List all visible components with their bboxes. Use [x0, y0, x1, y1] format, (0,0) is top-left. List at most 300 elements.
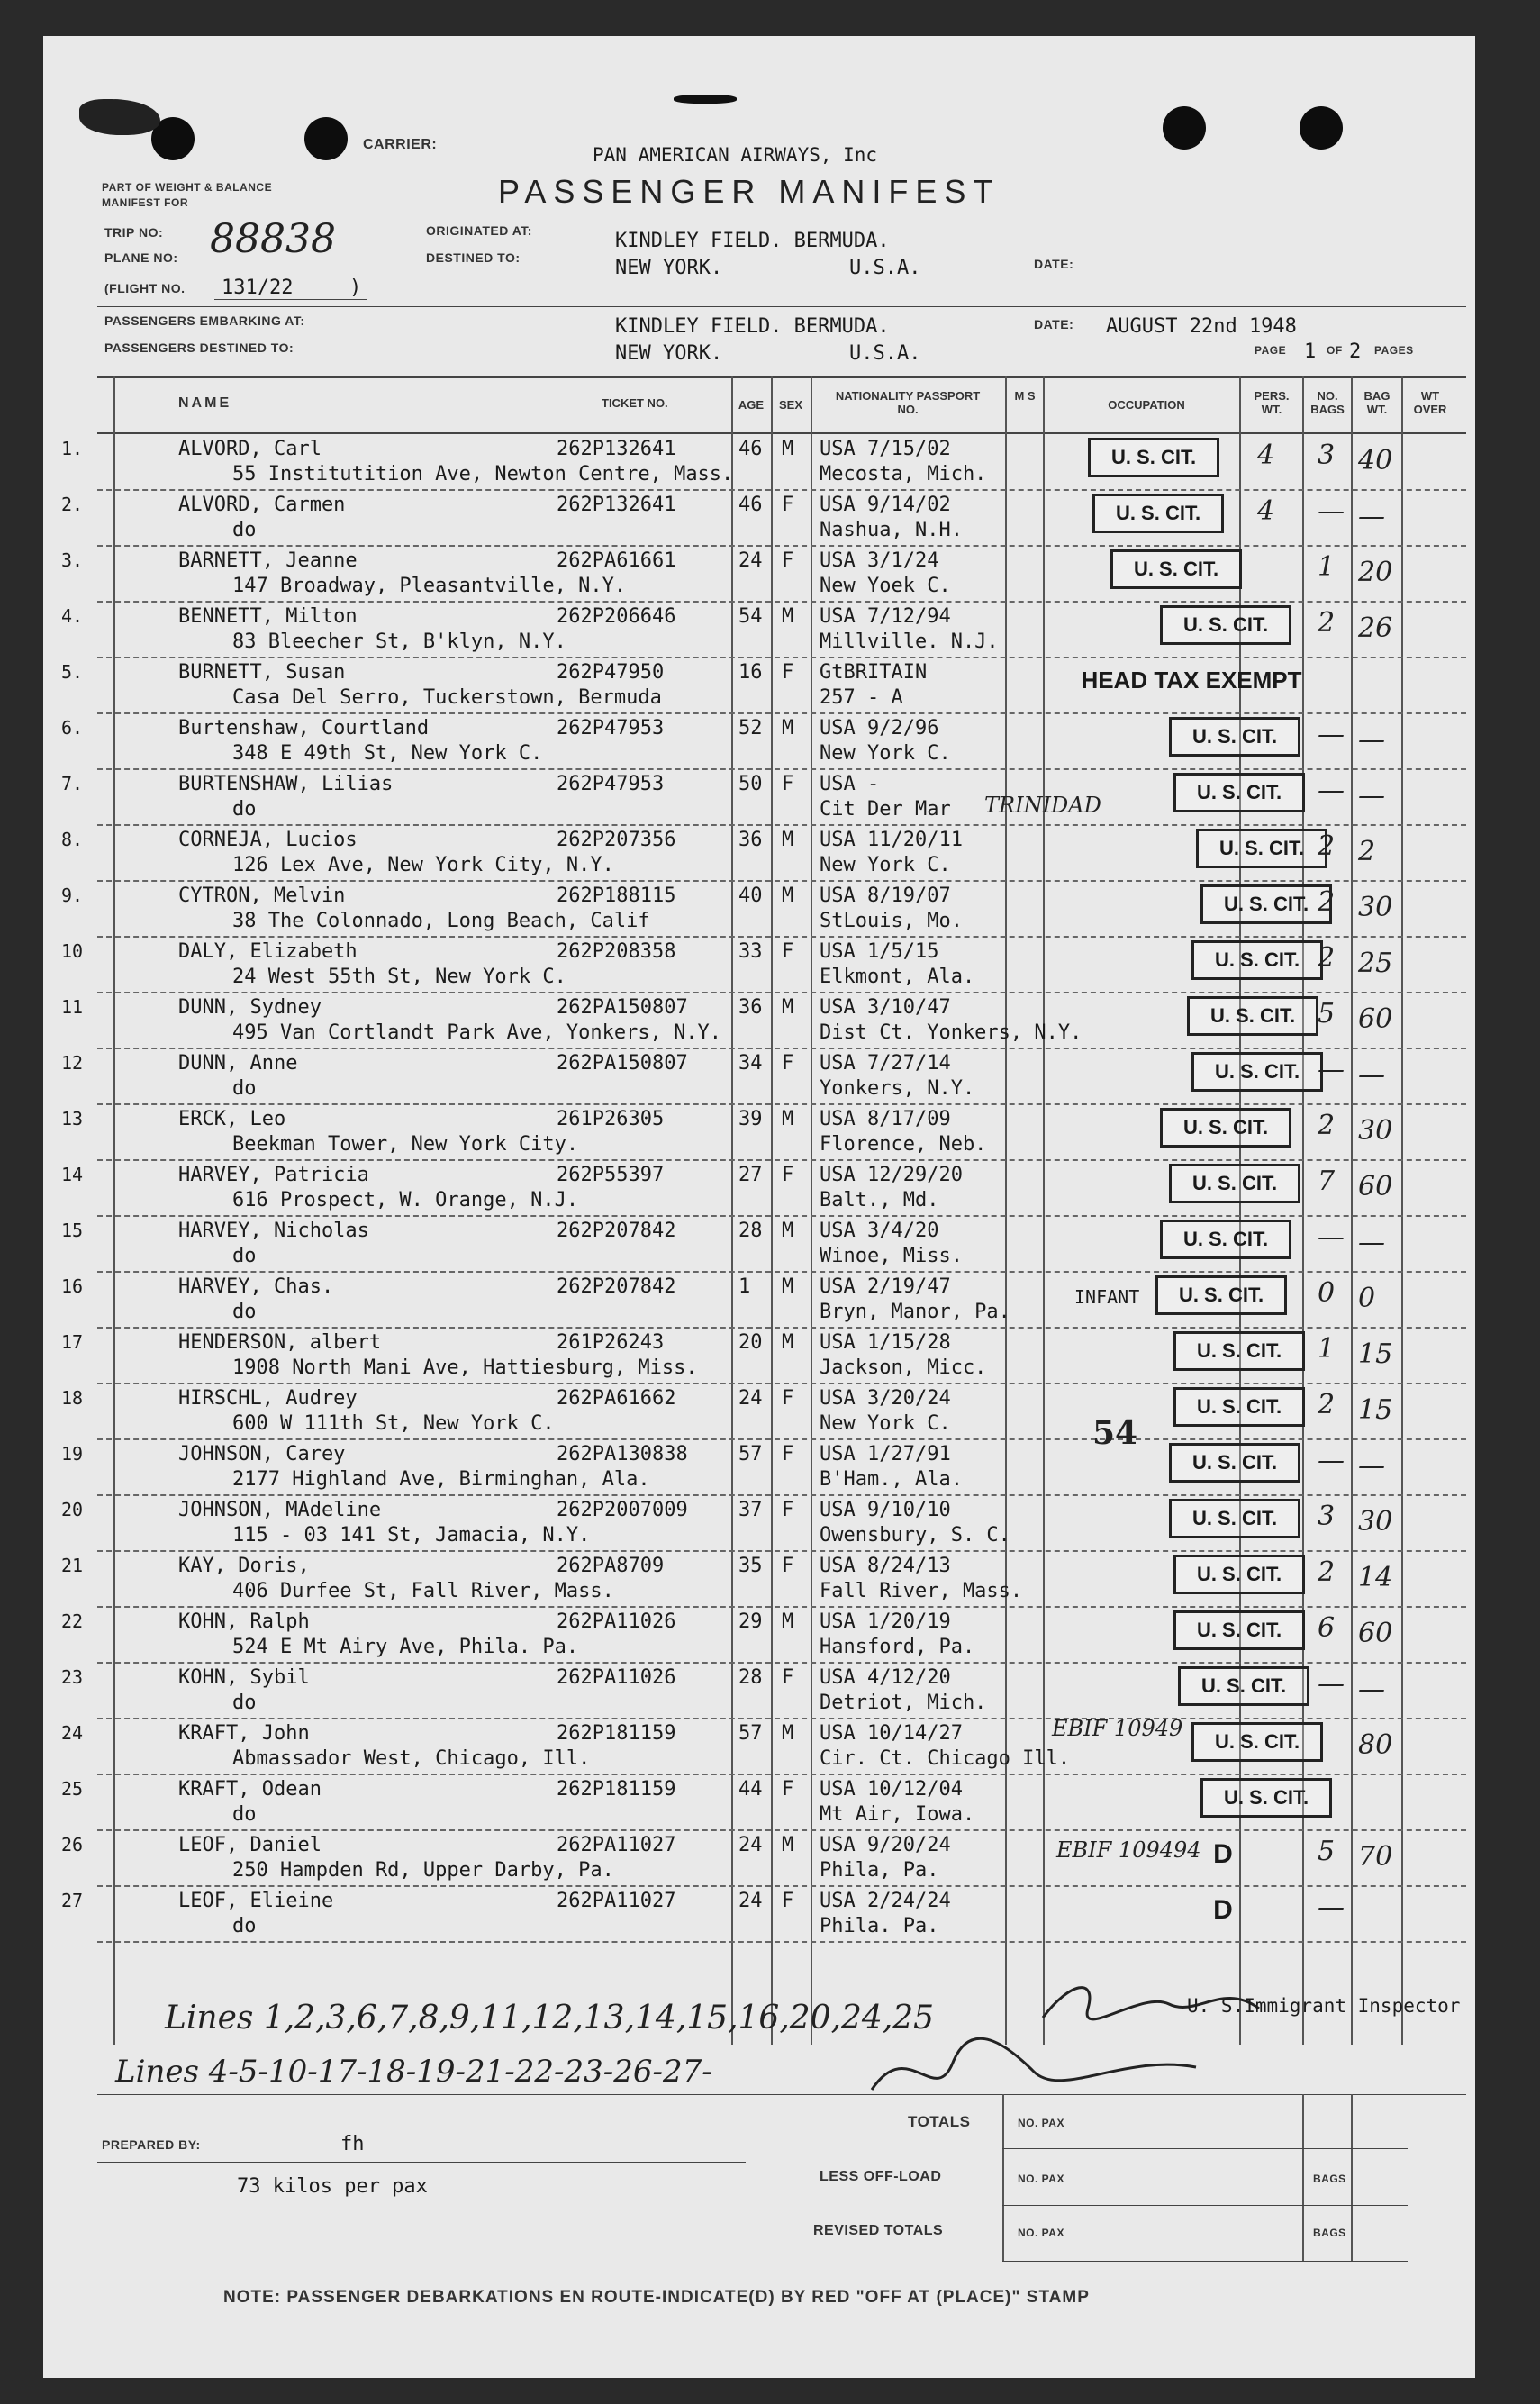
passenger-age: 52 [738, 717, 763, 739]
passport-place: Millville. N.J. [820, 630, 999, 653]
bag-count: — [1318, 1891, 1345, 1923]
bag-count: 5 [1318, 1836, 1336, 1867]
passenger-age: 54 [738, 605, 763, 628]
passenger-name: HENDERSON, albert [178, 1331, 382, 1354]
totals-box-right [1351, 2094, 1353, 2261]
bag-count: 1 [1318, 551, 1336, 583]
passport-place: Elkmont, Ala. [820, 966, 975, 988]
passenger-age: 1 [738, 1275, 751, 1298]
destined-label: DESTINED TO: [426, 250, 521, 265]
bag-count: — [1318, 1221, 1345, 1253]
citizen-stamp: U. S. CIT. [1173, 1387, 1305, 1427]
passenger-address: 348 E 49th St, New York C. [232, 742, 543, 765]
passenger-name: LEOF, Daniel [178, 1834, 322, 1856]
passenger-address: 495 Van Cortlandt Park Ave, Yonkers, N.Y. [232, 1021, 722, 1044]
passenger-address: 147 Broadway, Pleasantville, N.Y. [232, 575, 627, 597]
origin-1: KINDLEY FIELD. BERMUDA. [615, 230, 890, 252]
passenger-name: HARVEY, Patricia [178, 1164, 369, 1186]
passport-place: StLouis, Mo. [820, 910, 963, 932]
totals-box-left [1002, 2094, 1004, 2261]
passenger-sex: M [782, 1834, 794, 1856]
bag-weight: 0 [1358, 1283, 1376, 1314]
table-row [43, 1328, 1475, 1383]
bag-weight: 80 [1358, 1729, 1393, 1761]
table-row [43, 1607, 1475, 1663]
passenger-sex: M [782, 1331, 794, 1354]
table-row [43, 993, 1475, 1048]
passport-place: Cir. Ct. Chicago Ill. [820, 1747, 1071, 1770]
nationality: USA 1/5/15 [820, 940, 939, 963]
personal-weight: 4 [1257, 495, 1275, 527]
passport-place: Hansford, Pa. [820, 1636, 975, 1658]
infant-note: INFANT [1074, 1286, 1140, 1308]
passenger-address: do [232, 1692, 257, 1714]
passenger-sex: M [782, 1610, 794, 1633]
carrier-label: CARRIER: [363, 137, 438, 152]
citizen-stamp: U. S. CIT. [1088, 438, 1219, 477]
passenger-address: 24 West 55th St, New York C. [232, 966, 566, 988]
passenger-sex: M [782, 1108, 794, 1130]
col-ticket: TICKET NO. [602, 396, 668, 410]
col-bag-wt: BAG WT. [1363, 389, 1391, 416]
citizen-stamp: U. S. CIT. [1200, 884, 1332, 924]
bag-weight: — [1358, 1059, 1385, 1091]
passenger-name: HARVEY, Chas. [178, 1275, 334, 1298]
handwritten-lines-1: Lines 1,2,3,6,7,8,9,11,12,13,14,15,16,20,24,25 [165, 2000, 935, 2037]
table-row [43, 1216, 1475, 1272]
ticket-number: 262P181159 [557, 1778, 676, 1801]
bag-count: 7 [1318, 1166, 1336, 1197]
ticket-number: 262P207842 [557, 1220, 676, 1242]
passenger-name: HARVEY, Nicholas [178, 1220, 369, 1242]
dest-1: NEW YORK. [615, 257, 723, 279]
bag-count: — [1318, 719, 1345, 750]
nationality: USA 3/20/24 [820, 1387, 951, 1410]
table-row [43, 1048, 1475, 1104]
bag-count: 2 [1318, 607, 1336, 639]
passenger-name: KRAFT, John [178, 1722, 310, 1745]
passenger-name: DALY, Elizabeth [178, 940, 358, 963]
passenger-name: CYTRON, Melvin [178, 884, 346, 907]
punch-hole [1300, 106, 1343, 150]
passenger-address: do [232, 519, 257, 541]
date-label: DATE: [1034, 257, 1074, 271]
row-number: 23 [61, 1666, 84, 1688]
citizen-stamp: D [1213, 1895, 1233, 1925]
ink-smudge [674, 95, 737, 104]
plane-number: 88838 [210, 216, 336, 262]
passenger-sex: F [782, 1890, 794, 1912]
passport-place: New York C. [820, 854, 951, 876]
passenger-sex: F [782, 494, 794, 516]
prepared-by-label: PREPARED BY: [102, 2137, 201, 2152]
passenger-name: DUNN, Sydney [178, 996, 322, 1019]
punch-hole [304, 117, 348, 160]
row-number: 5. [61, 661, 84, 683]
ticket-number: 262PA61662 [557, 1387, 676, 1410]
passenger-name: LEOF, Elieine [178, 1890, 334, 1912]
passenger-age: 57 [738, 1722, 763, 1745]
citizen-stamp: U. S. CIT. [1191, 1052, 1323, 1092]
passport-place: Winoe, Miss. [820, 1245, 963, 1267]
ticket-number: 262P132641 [557, 438, 676, 460]
trip-label: TRIP NO: [104, 225, 164, 240]
dest-2: NEW YORK. [615, 342, 723, 365]
totals-box-mid [1302, 2094, 1304, 2261]
bag-weight: 2 [1358, 836, 1376, 867]
plane-label: PLANE NO: [104, 250, 178, 265]
passenger-sex: F [782, 1778, 794, 1801]
ebif-note-2: EBIF 109494 [1056, 1837, 1201, 1863]
totals-label: TOTALS [908, 2113, 971, 2130]
passport-place: Jackson, Micc. [820, 1356, 987, 1379]
bag-weight: 60 [1358, 1171, 1393, 1202]
nationality: USA 4/12/20 [820, 1666, 951, 1689]
passport-place: Mecosta, Mich. [820, 463, 987, 485]
passenger-sex: M [782, 829, 794, 851]
ticket-number: 262P207842 [557, 1275, 676, 1298]
passenger-sex: F [782, 1499, 794, 1521]
table-row [43, 434, 1475, 490]
passenger-address: 524 E Mt Airy Ave, Phila. Pa. [232, 1636, 579, 1658]
passenger-age: 46 [738, 494, 763, 516]
table-row [43, 1551, 1475, 1607]
passenger-age: 33 [738, 940, 763, 963]
footer-divider [97, 2094, 1466, 2095]
passenger-name: KOHN, Ralph [178, 1610, 310, 1633]
col-occupation: OCCUPATION [1108, 398, 1185, 412]
passenger-sex: M [782, 438, 794, 460]
nationality: USA 10/14/27 [820, 1722, 963, 1745]
row-number: 17 [61, 1331, 84, 1353]
table-row [43, 881, 1475, 937]
page-number: 1 [1304, 340, 1317, 363]
row-number: 10 [61, 940, 84, 962]
passenger-sex: F [782, 1164, 794, 1186]
passenger-sex: F [782, 1555, 794, 1577]
row-number: 13 [61, 1108, 84, 1129]
manifest-page [43, 36, 1475, 2378]
ticket-number: 262P2007009 [557, 1499, 688, 1521]
col-no-bags: NO. BAGS [1310, 389, 1345, 416]
bag-weight: 30 [1358, 1506, 1393, 1538]
col-age: AGE [738, 398, 765, 412]
passenger-name: BURNETT, Susan [178, 661, 346, 684]
row-number: 20 [61, 1499, 84, 1520]
passenger-address: 616 Prospect, W. Orange, N.J. [232, 1189, 579, 1211]
passenger-sex: F [782, 549, 794, 572]
no-pax-label: NO. PAX [1018, 2227, 1064, 2239]
passenger-age: 29 [738, 1610, 763, 1633]
passport-place: Cit Der Mar [820, 798, 951, 821]
passport-place: Balt., Md. [820, 1189, 939, 1211]
bag-count: 2 [1318, 886, 1336, 918]
table-row [43, 1663, 1475, 1719]
citizen-stamp: U. S. CIT. [1173, 1610, 1305, 1650]
embarking-label: PASSENGERS EMBARKING AT: [104, 313, 305, 328]
passport-place: Mt Air, Iowa. [820, 1803, 975, 1826]
passport-place: Detriot, Mich. [820, 1692, 987, 1714]
passenger-address: 406 Durfee St, Fall River, Mass. [232, 1580, 614, 1602]
bag-weight: 14 [1358, 1562, 1393, 1593]
passenger-age: 50 [738, 773, 763, 795]
passenger-address: do [232, 1803, 257, 1826]
row-number: 9. [61, 884, 84, 906]
ticket-number: 262PA61661 [557, 549, 676, 572]
handwritten-lines-2: Lines 4-5-10-17-18-19-21-22-23-26-27- [115, 2054, 712, 2090]
bag-count: 5 [1318, 998, 1336, 1030]
bag-weight: 70 [1358, 1841, 1393, 1873]
totals-rule [1002, 2148, 1408, 2149]
bag-count: 2 [1318, 1389, 1336, 1420]
nationality: USA 9/14/02 [820, 494, 951, 516]
ticket-number: 262PA8709 [557, 1555, 665, 1577]
ticket-number: 262P207356 [557, 829, 676, 851]
passenger-name: KOHN, Sybil [178, 1666, 310, 1689]
nationality: USA 9/20/24 [820, 1834, 951, 1856]
page-label: PAGE [1255, 344, 1287, 357]
table-row [43, 1104, 1475, 1160]
totals-rule [1002, 2205, 1408, 2206]
personal-weight: 4 [1257, 440, 1275, 471]
carrier-name: PAN AMERICAN AIRWAYS, Inc [593, 144, 878, 166]
citizen-stamp: U. S. CIT. [1200, 1778, 1332, 1818]
destined-pax-label: PASSENGERS DESTINED TO: [104, 340, 294, 355]
table-row [43, 825, 1475, 881]
nationality: USA 2/24/24 [820, 1890, 951, 1912]
bag-count: 2 [1318, 830, 1336, 862]
passenger-address: Abmassador West, Chicago, Ill. [232, 1747, 591, 1770]
nationality: USA 8/17/09 [820, 1108, 951, 1130]
citizen-stamp: D [1213, 1839, 1233, 1869]
pages-total: 2 [1349, 340, 1362, 363]
bag-count: 0 [1318, 1277, 1336, 1309]
citizen-stamp: HEAD TAX EXEMPT [1081, 667, 1302, 694]
ticket-number: 262PA130838 [557, 1443, 688, 1465]
row-number: 18 [61, 1387, 84, 1409]
passenger-age: 20 [738, 1331, 763, 1354]
passenger-age: 37 [738, 1499, 763, 1521]
ticket-number: 262P47953 [557, 773, 665, 795]
citizen-stamp: U. S. CIT. [1173, 1331, 1305, 1371]
table-row [43, 769, 1475, 825]
bag-weight: — [1358, 780, 1385, 812]
nationality: USA 1/20/19 [820, 1610, 951, 1633]
citizen-stamp: U. S. CIT. [1173, 1555, 1305, 1594]
prepared-by: fh [340, 2133, 365, 2155]
bag-weight: 60 [1358, 1618, 1393, 1649]
bags-label: BAGS [1313, 2173, 1346, 2185]
bag-count: 3 [1318, 440, 1336, 471]
row-number: 16 [61, 1275, 84, 1297]
ticket-number: 262P132641 [557, 494, 676, 516]
row-number: 26 [61, 1834, 84, 1855]
passenger-age: 24 [738, 1890, 763, 1912]
bag-count: — [1318, 775, 1345, 806]
totals-rule [1002, 2261, 1408, 2262]
table-top [97, 376, 1466, 378]
table-row [43, 658, 1475, 713]
row-number: 7. [61, 773, 84, 794]
bag-weight: 60 [1358, 1003, 1393, 1035]
passenger-age: 28 [738, 1220, 763, 1242]
pages-label: PAGES [1374, 344, 1414, 357]
nationality: USA 12/29/20 [820, 1164, 963, 1186]
nationality: USA 10/12/04 [820, 1778, 963, 1801]
bag-count: 2 [1318, 1556, 1336, 1588]
passenger-address: do [232, 798, 257, 821]
passport-place: Owensbury, S. C. [820, 1524, 1010, 1547]
flight-label: (FLIGHT NO. [104, 281, 186, 295]
row-number: 11 [61, 996, 84, 1018]
passenger-sex: F [782, 1443, 794, 1465]
passenger-address: do [232, 1077, 257, 1100]
less-offload-label: LESS OFF-LOAD [820, 2169, 942, 2184]
table-row [43, 1719, 1475, 1774]
citizen-stamp: U. S. CIT. [1169, 1443, 1300, 1483]
of-label: OF [1327, 344, 1343, 357]
passenger-sex: F [782, 773, 794, 795]
table-row [43, 1272, 1475, 1328]
passenger-sex: M [782, 1275, 794, 1298]
passenger-name: DUNN, Anne [178, 1052, 298, 1075]
passenger-address: Casa Del Serro, Tuckerstown, Bermuda [232, 686, 662, 709]
bag-count: — [1318, 495, 1345, 527]
passenger-age: 24 [738, 1387, 763, 1410]
no-pax-label: NO. PAX [1018, 2117, 1064, 2129]
passenger-sex: F [782, 1052, 794, 1075]
passenger-name: ALVORD, Carl [178, 438, 322, 460]
passenger-age: 40 [738, 884, 763, 907]
table-row [43, 1886, 1475, 1942]
passenger-address: 38 The Colonnado, Long Beach, Calif [232, 910, 650, 932]
origin-2: KINDLEY FIELD. BERMUDA. [615, 315, 890, 338]
row-number: 1. [61, 438, 84, 459]
passport-place: Fall River, Mass. [820, 1580, 1023, 1602]
bag-weight: 15 [1358, 1338, 1393, 1370]
citizen-stamp: U. S. CIT. [1092, 494, 1224, 533]
ticket-number: 262P206646 [557, 605, 676, 628]
second-signature [854, 2027, 1214, 2108]
manifest-date: AUGUST 22nd 1948 [1106, 315, 1297, 338]
passenger-address: 83 Bleecher St, B'klyn, N.Y. [232, 630, 566, 653]
torn-corner-mark [79, 99, 160, 135]
col-ms: M S [1014, 389, 1036, 403]
row-number: 21 [61, 1555, 84, 1576]
bag-weight: 25 [1358, 948, 1393, 979]
row-number: 22 [61, 1610, 84, 1632]
bag-count: 2 [1318, 942, 1336, 974]
table-row [43, 713, 1475, 769]
nationality: USA 3/10/47 [820, 996, 951, 1019]
ticket-number: 262P47953 [557, 717, 665, 739]
bag-weight: 15 [1358, 1394, 1393, 1426]
no-pax-label: NO. PAX [1018, 2173, 1064, 2185]
passenger-age: 44 [738, 1778, 763, 1801]
citizen-stamp: U. S. CIT. [1191, 940, 1323, 980]
passenger-name: ERCK, Leo [178, 1108, 286, 1130]
nationality: USA 8/19/07 [820, 884, 951, 907]
row-number: 27 [61, 1890, 84, 1911]
passenger-age: 36 [738, 829, 763, 851]
row-number: 4. [61, 605, 84, 627]
passport-place: B'Ham., Ala. [820, 1468, 963, 1491]
bag-weight: — [1358, 1450, 1385, 1482]
nationality: USA - [820, 773, 880, 795]
passenger-sex: F [782, 1666, 794, 1689]
revised-totals-label: REVISED TOTALS [813, 2223, 944, 2238]
passport-place: New Yoek C. [820, 575, 951, 597]
passenger-age: 36 [738, 996, 763, 1019]
passenger-age: 34 [738, 1052, 763, 1075]
passenger-age: 35 [738, 1555, 763, 1577]
passenger-age: 16 [738, 661, 763, 684]
bag-weight: — [1358, 1227, 1385, 1258]
row-number: 19 [61, 1443, 84, 1465]
bag-weight: 40 [1358, 445, 1393, 476]
citizen-stamp: U. S. CIT. [1196, 829, 1327, 868]
citizen-stamp: U. S. CIT. [1169, 717, 1300, 757]
nationality: USA 3/1/24 [820, 549, 939, 572]
passenger-sex: F [782, 661, 794, 684]
citizen-stamp: U. S. CIT. [1191, 1722, 1323, 1762]
passenger-name: BURTENSHAW, Lilias [178, 773, 394, 795]
passenger-sex: M [782, 717, 794, 739]
nationality: USA 9/2/96 [820, 717, 939, 739]
passenger-age: 46 [738, 438, 763, 460]
citizen-stamp: U. S. CIT. [1178, 1666, 1309, 1706]
ticket-number: 262P208358 [557, 940, 676, 963]
flight-close: ) [349, 277, 362, 299]
passenger-age: 28 [738, 1666, 763, 1689]
bag-count: — [1318, 1445, 1345, 1476]
table-row [43, 546, 1475, 602]
punch-hole [1163, 106, 1206, 150]
passenger-name: HIRSCHL, Audrey [178, 1387, 358, 1410]
passenger-name: Burtenshaw, Courtland [178, 717, 430, 739]
passenger-name: JOHNSON, MAdeline [178, 1499, 382, 1521]
row-number: 6. [61, 717, 84, 739]
passport-place: Dist Ct. Yonkers, N.Y. [820, 1021, 1083, 1044]
passenger-address: 250 Hampden Rd, Upper Darby, Pa. [232, 1859, 614, 1882]
nationality: USA 2/19/47 [820, 1275, 951, 1298]
passenger-name: KAY, Doris, [178, 1555, 310, 1577]
table-row [43, 1774, 1475, 1830]
passport-place: Nashua, N.H. [820, 519, 963, 541]
dest-1-country: U.S.A. [849, 257, 921, 279]
handwritten-count: 54 [1092, 1414, 1138, 1452]
ticket-number: 262PA11027 [557, 1834, 676, 1856]
passenger-name: JOHNSON, Carey [178, 1443, 346, 1465]
passenger-name: CORNEJA, Lucios [178, 829, 358, 851]
ticket-number: 261P26305 [557, 1108, 665, 1130]
bag-count: 1 [1318, 1333, 1336, 1365]
passenger-sex: M [782, 884, 794, 907]
inspector-label: U. S.Immigrant Inspector [1187, 1995, 1461, 2017]
passenger-address: do [232, 1301, 257, 1323]
nationality: USA 7/12/94 [820, 605, 951, 628]
originated-label: ORIGINATED AT: [426, 223, 532, 238]
passenger-name: BARNETT, Jeanne [178, 549, 358, 572]
row-number: 24 [61, 1722, 84, 1744]
citizen-stamp: U. S. CIT. [1160, 1108, 1291, 1148]
row-number: 3. [61, 549, 84, 571]
bag-count: 3 [1318, 1501, 1336, 1532]
table-row [43, 1495, 1475, 1551]
ticket-number: 262PA150807 [557, 996, 688, 1019]
passenger-address: 115 - 03 141 St, Jamacia, N.Y. [232, 1524, 591, 1547]
bags-label: BAGS [1313, 2227, 1346, 2239]
